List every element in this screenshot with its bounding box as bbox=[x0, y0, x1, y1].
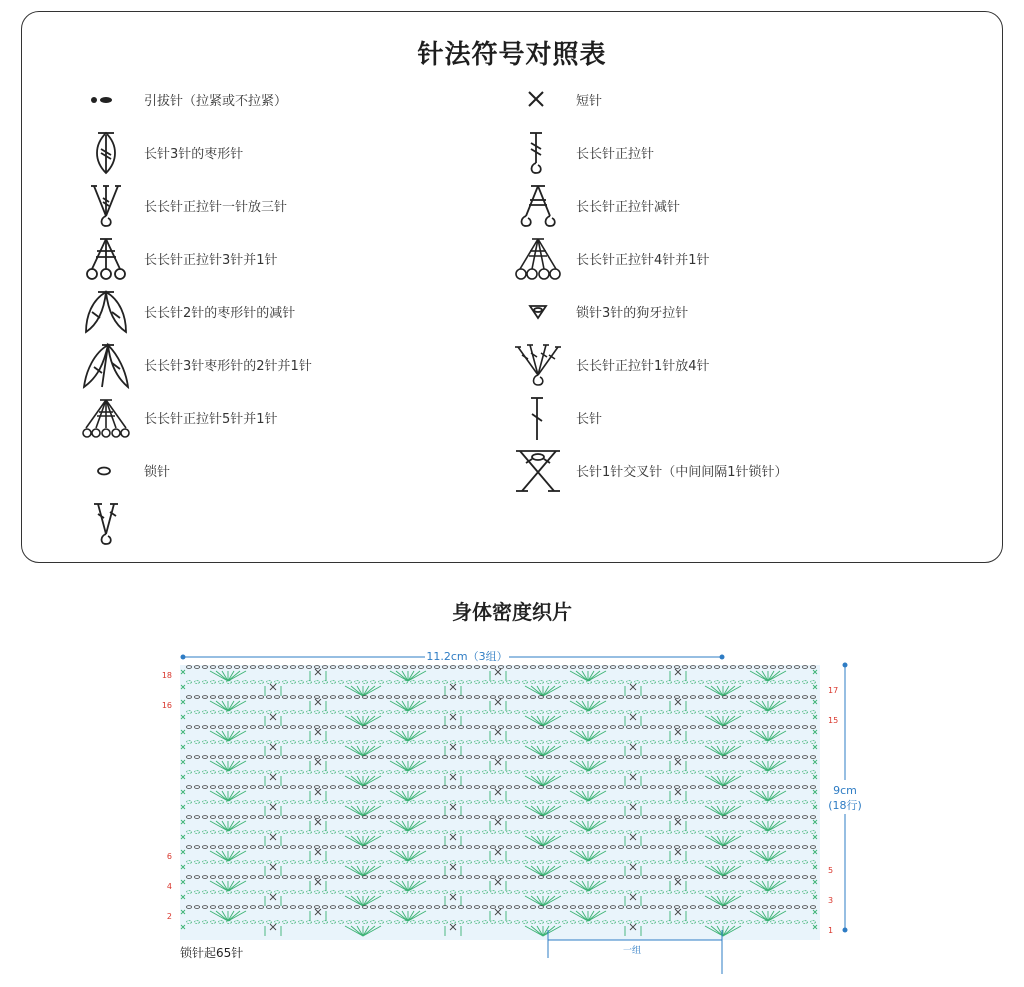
height-label: 9cm bbox=[833, 784, 857, 797]
legend-label: 长长针正拉针4针并1针 bbox=[576, 253, 710, 268]
tr2-bobble-dec-icon bbox=[82, 288, 130, 336]
row-number-left: 2 bbox=[166, 912, 172, 921]
height-dimension-top bbox=[843, 663, 848, 668]
legend-label: 长长针2针的枣形针的减针 bbox=[144, 306, 296, 321]
row-number-right: 17 bbox=[828, 686, 839, 695]
legend-label: 引拔针（拉紧或不拉紧） bbox=[144, 94, 288, 109]
rows-label: (18行) bbox=[828, 799, 862, 812]
tr-fp-inc2-icon bbox=[82, 500, 130, 548]
row-number-left: 18 bbox=[161, 671, 172, 680]
height-dimension-bottom bbox=[843, 928, 848, 933]
legend-label: 短针 bbox=[576, 94, 603, 109]
double-crochet-icon bbox=[514, 394, 562, 442]
tr-fp-dec3-icon bbox=[82, 235, 130, 283]
legend-label: 锁针 bbox=[144, 465, 171, 480]
legend-label: 长长针正拉针 bbox=[576, 147, 655, 162]
legend-label: 长针1针交叉针（中间间隔1针锁针） bbox=[576, 465, 788, 480]
row-number-left: 16 bbox=[161, 701, 172, 710]
dc-cross-icon bbox=[514, 447, 562, 495]
legend-label: 长长针正拉针3针并1针 bbox=[144, 253, 278, 268]
row-number-right: 15 bbox=[828, 716, 839, 725]
foundation-chain-note: 锁针起65针 bbox=[180, 946, 244, 960]
slip-stitch-icon bbox=[82, 76, 130, 124]
single-crochet-icon bbox=[514, 76, 562, 124]
tr-fp-dec-icon bbox=[514, 182, 562, 230]
legend-label: 长针 bbox=[576, 412, 603, 427]
tr-front-post-icon bbox=[514, 129, 562, 177]
width-dimension-end bbox=[720, 655, 725, 660]
row-number-right: 3 bbox=[828, 896, 834, 905]
chain-stitch-icon bbox=[82, 447, 130, 495]
dc3-bobble-icon bbox=[82, 129, 130, 177]
legend-title: 针法符号对照表 bbox=[417, 40, 607, 70]
gauge-swatch-title: 身体密度织片 bbox=[452, 600, 572, 624]
stitch-legend-panel bbox=[21, 11, 1003, 563]
tr-fp-dec5-icon bbox=[82, 394, 130, 442]
row-number-right: 1 bbox=[828, 926, 834, 935]
legend-label: 长长针正拉针1针放4针 bbox=[576, 359, 710, 374]
row-number-left: 4 bbox=[166, 882, 172, 891]
legend-label: 长长针3针枣形针的2针并1针 bbox=[144, 359, 312, 374]
tr3-bobble-dec2-icon bbox=[82, 341, 130, 389]
group-label: 一组 bbox=[622, 946, 642, 956]
tr-fp-dec4-icon bbox=[514, 235, 562, 283]
picot-icon bbox=[514, 288, 562, 336]
row-number-right: 5 bbox=[828, 866, 834, 875]
legend-label: 长长针正拉针减针 bbox=[576, 200, 681, 215]
tr-fp-inc3-icon bbox=[82, 182, 130, 230]
legend-label: 长长针正拉针一针放三针 bbox=[144, 200, 288, 215]
width-dimension-start bbox=[181, 655, 186, 660]
row-number-left: 6 bbox=[166, 852, 172, 861]
legend-label: 锁针3针的狗牙拉针 bbox=[576, 306, 689, 321]
swatch-background bbox=[180, 665, 820, 940]
tr-fp-inc4-icon bbox=[514, 341, 562, 389]
legend-label: 长长针正拉针5针并1针 bbox=[144, 412, 278, 427]
width-label: 11.2cm（3组） bbox=[426, 650, 508, 663]
legend-label: 长针3针的枣形针 bbox=[144, 147, 244, 162]
gauge-swatch-chart bbox=[0, 640, 1024, 980]
